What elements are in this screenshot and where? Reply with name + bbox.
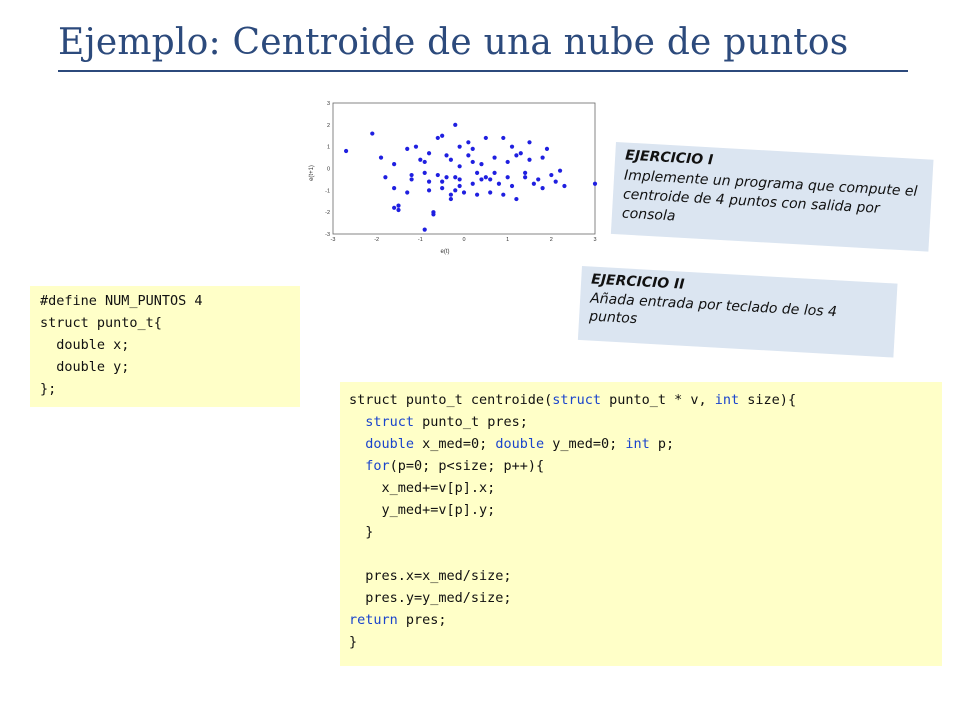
x-tick-label: -2 xyxy=(374,237,380,243)
slide-title: Ejemplo: Centroide de una nube de puntos xyxy=(58,22,849,63)
scatter-plot xyxy=(303,95,598,260)
scatter-point xyxy=(492,171,496,175)
scatter-point xyxy=(549,173,553,177)
exercise-2-body: Añada entrada por teclado de los 4 puntos xyxy=(588,290,838,328)
y-tick-label: -1 xyxy=(325,188,330,195)
scatter-point xyxy=(523,171,527,175)
scatter-point xyxy=(462,190,466,194)
code-block-centroide xyxy=(340,382,942,666)
scatter-point xyxy=(532,182,536,186)
scatter-point xyxy=(431,212,435,216)
title-underline xyxy=(58,70,908,72)
x-tick-label: -1 xyxy=(417,237,423,243)
x-tick-label: 0 xyxy=(462,237,466,243)
code-keyword: int xyxy=(714,392,740,408)
code-token: struct punto_t centroide( xyxy=(349,392,553,408)
scatter-point xyxy=(593,182,597,186)
scatter-point xyxy=(506,175,510,179)
y-axis-label: e(t+1) xyxy=(309,165,315,181)
scatter-point xyxy=(427,151,431,155)
scatter-point xyxy=(471,160,475,164)
code-token: #define NUM_PUNTOS 4 xyxy=(40,293,203,309)
scatter-point xyxy=(396,204,400,208)
scatter-point xyxy=(410,177,414,181)
exercise-2-heading: EJERCICIO II xyxy=(590,271,685,293)
scatter-point xyxy=(453,188,457,192)
code-token: size){ xyxy=(739,392,797,408)
scatter-point xyxy=(453,175,457,179)
scatter-point xyxy=(527,158,531,162)
scatter-point xyxy=(440,134,444,138)
scatter-point xyxy=(466,140,470,144)
code-block-struct xyxy=(30,286,300,407)
scatter-point xyxy=(453,123,457,127)
exercise-2-callout xyxy=(578,266,898,358)
scatter-point xyxy=(423,228,427,232)
code-token xyxy=(349,414,365,430)
scatter-point xyxy=(466,153,470,157)
scatter-point xyxy=(444,153,448,157)
code-line xyxy=(349,565,942,587)
scatter-plot-svg xyxy=(303,95,598,260)
scatter-point xyxy=(458,177,462,181)
scatter-point xyxy=(449,158,453,162)
scatter-point xyxy=(458,184,462,188)
y-tick-label: 0 xyxy=(326,166,330,173)
scatter-point xyxy=(488,190,492,194)
scatter-point xyxy=(510,184,514,188)
scatter-point xyxy=(479,162,483,166)
scatter-point xyxy=(523,175,527,179)
code-line xyxy=(40,356,300,378)
code-token: y_med=0; xyxy=(544,436,626,452)
scatter-point xyxy=(471,147,475,151)
scatter-point xyxy=(423,160,427,164)
scatter-point xyxy=(449,197,453,201)
scatter-point xyxy=(392,162,396,166)
scatter-point xyxy=(514,153,518,157)
code-token xyxy=(349,436,365,452)
scatter-point xyxy=(436,173,440,177)
scatter-point xyxy=(479,177,483,181)
code-token: x_med=0; xyxy=(414,436,496,452)
scatter-points xyxy=(344,123,597,232)
exercise-1-body: Implemente un programa que compute el centroide de 4 puntos con salida por consola xyxy=(621,167,918,225)
code-keyword: return xyxy=(349,612,398,628)
y-tick-label: -2 xyxy=(325,210,330,217)
code-token: }; xyxy=(40,381,57,397)
scatter-point xyxy=(423,171,427,175)
scatter-point xyxy=(501,193,505,197)
scatter-point xyxy=(344,149,348,153)
scatter-point xyxy=(510,145,514,149)
code-line xyxy=(349,455,942,477)
code-token: } xyxy=(349,524,374,540)
code-token: x_med+=v[p].x; xyxy=(349,480,496,496)
code-token xyxy=(349,458,365,474)
exercise-1-heading: EJERCICIO I xyxy=(624,147,714,169)
code-token: pres.y=y_med/size; xyxy=(349,590,512,606)
code-token: p; xyxy=(649,436,675,452)
code-token: y_med+=v[p].y; xyxy=(349,502,496,518)
x-tick-label: 1 xyxy=(506,237,510,243)
code-token: pres.x=x_med/size; xyxy=(349,568,512,584)
code-line xyxy=(349,433,942,455)
code-line xyxy=(349,543,942,565)
scatter-point xyxy=(396,208,400,212)
code-line xyxy=(40,290,300,312)
scatter-point xyxy=(405,190,409,194)
scatter-point xyxy=(392,186,396,190)
scatter-point xyxy=(501,136,505,140)
scatter-point xyxy=(488,177,492,181)
scatter-point xyxy=(527,140,531,144)
scatter-point xyxy=(484,136,488,140)
x-axis-label: e(t) xyxy=(440,249,450,255)
code-keyword: struct xyxy=(365,414,415,430)
y-tick-label: 1 xyxy=(326,144,330,151)
scatter-point xyxy=(440,186,444,190)
code-line xyxy=(349,411,942,433)
scatter-point xyxy=(444,175,448,179)
x-tick-label: 2 xyxy=(549,237,553,243)
code-token: double x; xyxy=(40,337,130,353)
code-keyword: double xyxy=(365,436,415,452)
code-token: punto_t * v, xyxy=(600,392,715,408)
scatter-point xyxy=(558,169,562,173)
code-token: (p=0; p<size; p++){ xyxy=(389,458,545,474)
scatter-point xyxy=(514,197,518,201)
scatter-point xyxy=(458,145,462,149)
code-line xyxy=(40,334,300,356)
scatter-point xyxy=(427,188,431,192)
scatter-point xyxy=(475,171,479,175)
x-tick-label: -3 xyxy=(330,237,336,243)
scatter-point xyxy=(379,155,383,159)
code-line xyxy=(349,499,942,521)
scatter-point xyxy=(405,147,409,151)
x-tick-labels xyxy=(331,237,597,243)
scatter-point xyxy=(497,182,501,186)
code-line xyxy=(349,631,942,653)
scatter-point xyxy=(475,193,479,197)
scatter-point xyxy=(370,131,374,135)
plot-frame xyxy=(333,103,595,234)
code-line xyxy=(349,587,942,609)
scatter-point xyxy=(541,155,545,159)
scatter-point xyxy=(458,164,462,168)
scatter-point xyxy=(418,158,422,162)
code-line xyxy=(349,521,942,543)
scatter-point xyxy=(536,177,540,181)
code-line xyxy=(349,389,942,411)
code-keyword: int xyxy=(625,436,650,452)
code-line xyxy=(349,477,942,499)
scatter-point xyxy=(519,151,523,155)
scatter-point xyxy=(440,180,444,184)
y-tick-label: 2 xyxy=(326,122,330,129)
code-token: double y; xyxy=(40,359,130,375)
code-keyword: double xyxy=(495,436,545,452)
scatter-point xyxy=(492,155,496,159)
scatter-point xyxy=(562,184,566,188)
scatter-point xyxy=(449,193,453,197)
scatter-point xyxy=(427,180,431,184)
scatter-point xyxy=(484,175,488,179)
code-line xyxy=(349,609,942,631)
scatter-point xyxy=(436,136,440,140)
scatter-point xyxy=(506,160,510,164)
code-line xyxy=(40,378,300,400)
scatter-point xyxy=(383,175,387,179)
scatter-point xyxy=(541,186,545,190)
scatter-point xyxy=(414,145,418,149)
code-token: } xyxy=(349,634,358,650)
scatter-point xyxy=(392,206,396,210)
code-token: pres; xyxy=(397,612,447,628)
y-tick-label: -3 xyxy=(325,232,330,238)
x-tick-label: 3 xyxy=(593,237,597,243)
scatter-point xyxy=(545,147,549,151)
code-token: punto_t pres; xyxy=(414,414,528,430)
code-token: struct punto_t{ xyxy=(40,315,162,331)
code-keyword: for xyxy=(365,458,390,474)
y-tick-labels xyxy=(325,101,330,238)
y-tick-label: 3 xyxy=(326,101,330,107)
scatter-point xyxy=(410,173,414,177)
code-keyword: struct xyxy=(552,392,601,408)
scatter-point xyxy=(554,180,558,184)
exercise-1-callout xyxy=(611,142,934,252)
scatter-point xyxy=(471,182,475,186)
code-line xyxy=(40,312,300,334)
